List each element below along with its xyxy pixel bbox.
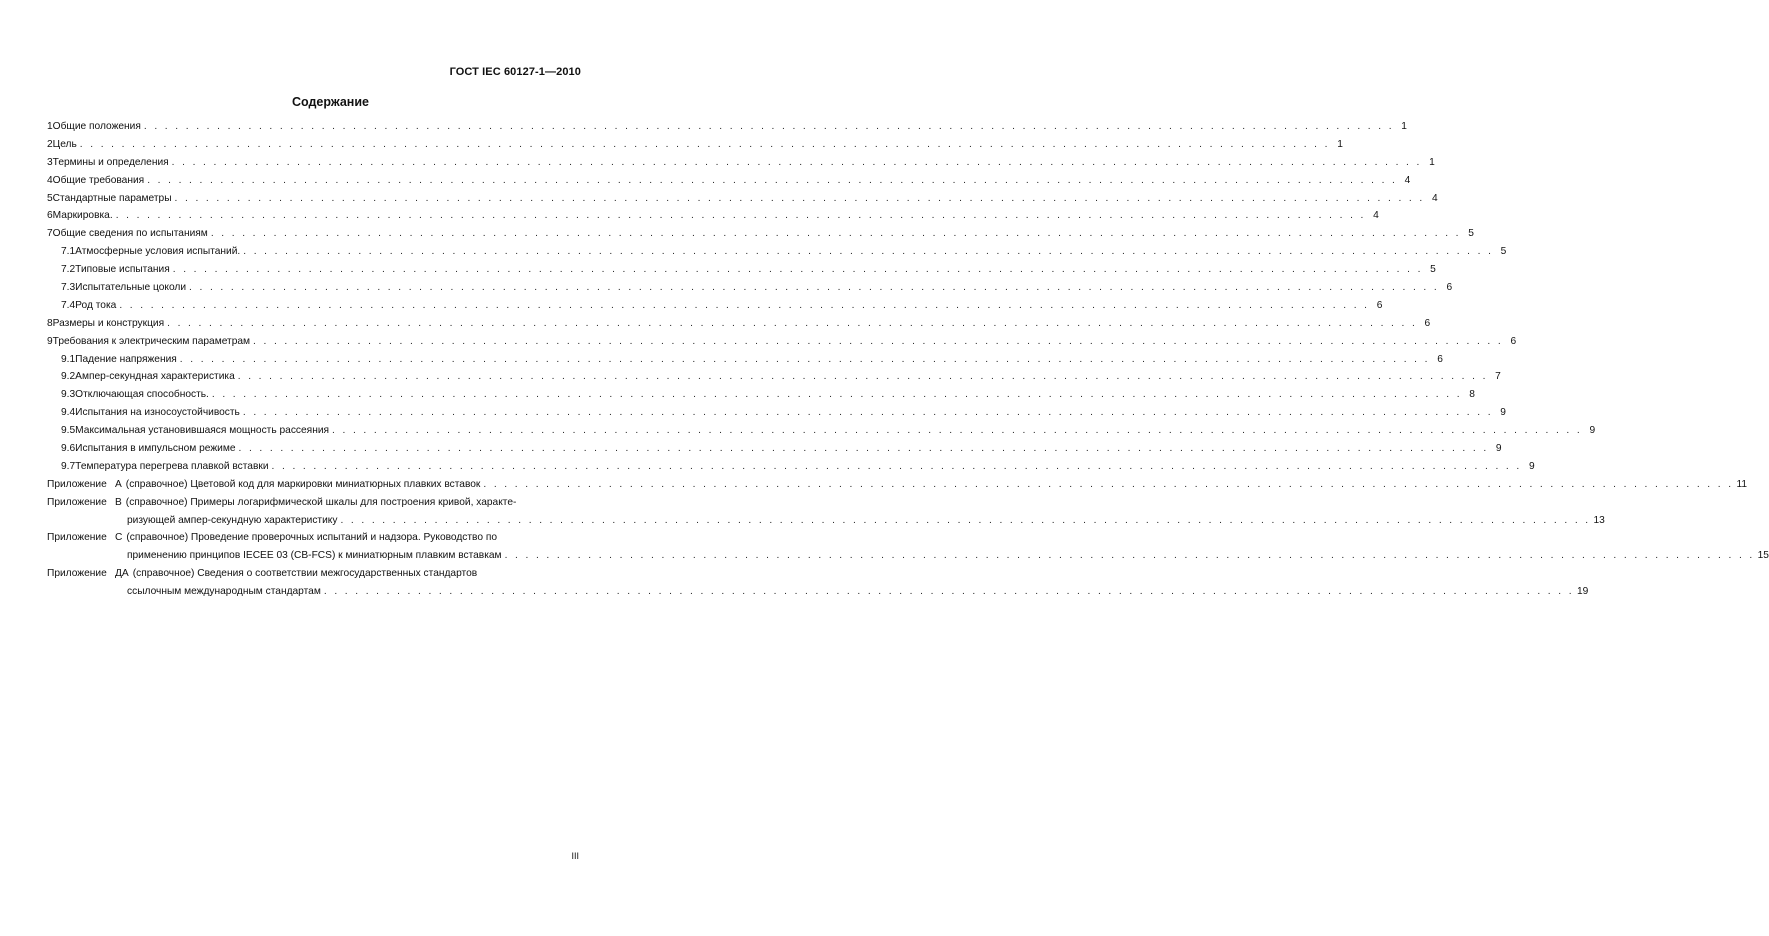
toc-entry[interactable] xyxy=(47,443,1502,461)
toc-entry-page: 1 xyxy=(1401,121,1407,132)
toc-leader-dots: . . . . . . . . . . . . . . . . . . . . . . . . . . . . . . . . . . . . . . . . . . . . . . . . . . . . . . . . . . . . . . . . . . . . . . . . . . . . . . . . . . . . . . . . . . . . . . . . . . . . . . . . . . . . . . . . . . . . . . . . xyxy=(211,389,1462,401)
appendix-letter: ДА xyxy=(115,568,129,580)
toc-entry[interactable] xyxy=(47,425,1596,443)
appendix-title-line2: ссылочным международным стандартам xyxy=(127,586,321,598)
toc-entry[interactable] xyxy=(47,228,1474,246)
toc-entry-page: 5 xyxy=(1430,264,1436,276)
table-of-contents xyxy=(47,121,1769,604)
toc-leader-dots: . . . . . . . . . . . . . . . . . . . . . . . . . . . . . . . . . . . . . . . . . . . . . . . . . . . . . . . . . . . . . . . . . . . . . . . . . . . . . . . . . . . . . . . . . . . . . . . . . . . . . . . . . . . . . . . . . . . . . . . . xyxy=(119,299,1370,311)
toc-entry-page: 15 xyxy=(1757,550,1769,562)
toc-leader-dots: . . . . . . . . . . . . . . . . . . . . . . . . . . . . . . . . . . . . . . . . . . . . . . . . . . . . . . . . . . . . . . . . . . . . . . . . . . . . . . . . . . . . . . . . . . . . . . . . . . . . . . . . . . . . . . . . . . . . . . . . xyxy=(271,460,1522,472)
toc-entry-number: 4 xyxy=(47,174,53,186)
appendix-letter: С xyxy=(115,532,123,544)
toc-appendix-entry[interactable] xyxy=(47,478,1748,497)
toc-leader-dots: . . . . . . . . . . . . . . . . . . . . . . . . . . . . . . . . . . . . . . . . . . . . . . . . . . . . . . . . . . . . . . . . . . . . . . . . . . . . . . . . . . . . . . . . . . . . . . . . . . . . . . . . . . . . . . . . . . . . . . . . xyxy=(243,246,1494,258)
toc-leader-dots: . . . . . . . . . . . . . . . . . . . . . . . . . . . . . . . . . . . . . . . . . . . . . . . . . . . . . . . . . . . . . . . . . . . . . . . . . . . . . . . . . . . . . . . . . . . . . . . . . . . . . . . . . . . . . . . . . . . . . . . . xyxy=(115,210,1366,222)
toc-leader-dots: . . . . . . . . . . . . . . . . . . . . . . . . . . . . . . . . . . . . . . . . . . . . . . . . . . . . . . . . . . . . . . . . . . . . . . . . . . . . . . . . . . . . . . . . . . . . . . . . . . . . . . . . . . . . . . . . . . . . . . . . xyxy=(172,264,1423,276)
toc-entry-page: 13 xyxy=(1593,514,1605,526)
toc-leader-dots: . . . . . . . . . . . . . . . . . . . . . . . . . . . . . . . . . . . . . . . . . . . . . . . . . . . . . . . . . . . . . . . . . . . . . . . . . . . . . . . . . . . . . . . . . . . . . . . . . . . . . . . . . . . . . . . . . . . . . . . . xyxy=(167,317,1418,329)
toc-appendix-entry[interactable] xyxy=(47,532,1769,568)
toc-entry-label: Маркировка. xyxy=(52,210,113,222)
toc-entry-number: 7.3 xyxy=(61,282,76,294)
toc-appendix-entry[interactable] xyxy=(47,496,1605,533)
toc-entry-label: Общие требования xyxy=(52,174,145,186)
toc-appendix-entry[interactable] xyxy=(47,568,1589,604)
toc-entry-label: Отключающая способность. xyxy=(75,389,209,401)
toc-entry-number: 7.2 xyxy=(61,264,76,276)
toc-entry-label: Максимальная установившаяся мощность рассеяния xyxy=(75,425,330,437)
appendix-title-line1: (справочное) Сведения о соответствии межгосударственных стандартов xyxy=(132,568,478,580)
toc-entry-number: 7.4 xyxy=(61,299,76,311)
toc-leader-dots: . . . . . . . . . . . . . . . . . . . . . . . . . . . . . . . . . . . . . . . . . . . . . . . . . . . . . . . . . . . . . . . . . . . . . . . . . . . . . . . . . . . . . . . . . . . . . . . . . . . . . . . . . . . . . . . . . . . . . . . . xyxy=(171,156,1422,168)
toc-entry-number: 5 xyxy=(47,192,53,204)
toc-entry-page: 5 xyxy=(1500,246,1507,258)
toc-leader-dots: . . . . . . . . . . . . . . . . . . . . . . . . . . . . . . . . . . . . . . . . . . . . . . . . . . . . . . . . . . . . . . . . . . . . . . . . . . . . . . . . . . . . . . . . . . . . . . . . . . . . . . . . . . . . . . . . . . . . . . . . xyxy=(237,371,1488,383)
toc-entry-page: 8 xyxy=(1469,389,1475,401)
toc-entry-number: 9.4 xyxy=(61,407,76,419)
toc-entry-page: 9 xyxy=(1500,407,1506,419)
toc-entry[interactable] xyxy=(47,174,1411,193)
appendix-title-line2: применению принципов IECEE 03 (CB-FCS) к миниатюрным плавким вставкам xyxy=(127,550,502,562)
toc-entry[interactable] xyxy=(47,138,1343,157)
toc-leader-dots: . . . . . . . . . . . . . . . . . . . . . . . . . . . . . . . . . . . . . . . . . . . . . . . . . . . . . . . . . . . . . . . . . . . . . . . . . . . . . . . . . . . . . . . . . . . . . . . . . . . . . . . . . . . . . . . . . . . . . . . . xyxy=(242,407,1493,419)
toc-entry[interactable] xyxy=(47,210,1379,228)
toc-entry-number: 9.6 xyxy=(61,443,76,455)
page-title: Содержание xyxy=(291,95,369,109)
toc-entry-number: 1 xyxy=(47,121,53,132)
toc-entry-label: Стандартные параметры xyxy=(52,192,172,204)
toc-entry[interactable] xyxy=(47,299,1383,318)
toc-entry-label: Типовые испытания xyxy=(75,264,170,276)
toc-entry[interactable] xyxy=(47,407,1506,425)
toc-entry-page: 1 xyxy=(1337,138,1343,150)
toc-entry-page: 4 xyxy=(1373,210,1379,222)
toc-entry-number: 9.3 xyxy=(61,389,76,401)
toc-entry-label: Испытательные цоколи xyxy=(75,282,187,294)
toc-leader-dots: . . . . . . . . . . . . . . . . . . . . . . . . . . . . . . . . . . . . . . . . . . . . . . . . . . . . . . . . . . . . . . . . . . . . . . . . . . . . . . . . . . . . . . . . . . . . . . . . . . . . . . . . . . . . . . . . . . . . . . . . xyxy=(332,425,1583,437)
toc-leader-dots: . . . . . . . . . . . . . . . . . . . . . . . . . . . . . . . . . . . . . . . . . . . . . . . . . . . . . . . . . . . . . . . . . . . . . . . . . . . . . . . . . . . . . . . . . . . . . . . . . . . . . . . . . . . . . . . . . . . . . . . . xyxy=(253,335,1504,347)
toc-entry-number: 9 xyxy=(47,335,53,347)
toc-entry-label: Род тока xyxy=(75,299,117,311)
toc-entry-label: Размеры и конструкция xyxy=(52,317,165,329)
page-number: III xyxy=(571,851,579,861)
appendix-title-line1: (справочное) Цветовой код для маркировки миниатюрных плавких вставок xyxy=(125,478,481,490)
toc-entry-page: 6 xyxy=(1446,282,1453,294)
toc-entry-page: 9 xyxy=(1528,460,1535,472)
toc-entry-label: Испытания на износоустойчивость xyxy=(75,407,240,419)
toc-entry-number: 7.1 xyxy=(61,246,76,258)
appendix-prefix: Приложение xyxy=(47,532,107,544)
toc-leader-dots: . . . . . . . . . . . . . . . . . . . . . . . . . . . . . . . . . . . . . . . . . . . . . . . . . . . . . . . . . . . . . . . . . . . . . . . . . . . . . . . . . . . . . . . . . . . . . . . . . . . . . . . . . . . . . . . . . . . . . . . . xyxy=(147,174,1398,186)
toc-leader-dots: . . . . . . . . . . . . . . . . . . . . . . . . . . . . . . . . . . . . . . . . . . . . . . . . . . . . . . . . . . . . . . . . . . . . . . . . . . . . . . . . . . . . . . . . . . . . . . . . . . . . . . . . . . . . . . . . . . . . . . . . xyxy=(174,192,1425,204)
appendix-title-line2: ризующей ампер-секундную характеристику xyxy=(127,514,338,526)
toc-entry-number: 6 xyxy=(47,210,53,222)
toc-entry[interactable] xyxy=(47,246,1507,264)
toc-entry-label: Ампер-секундная характеристика xyxy=(75,371,235,383)
toc-entry[interactable] xyxy=(47,353,1443,372)
toc-entry-label: Падение напряжения xyxy=(75,353,177,365)
toc-entry-label: Испытания в импульсном режиме xyxy=(75,443,236,455)
toc-entry-label: Цель xyxy=(52,138,77,150)
toc-entry-label: Общие положения xyxy=(52,121,141,132)
toc-entry-page: 4 xyxy=(1431,192,1438,204)
toc-entry[interactable] xyxy=(47,317,1431,336)
toc-entry-label: Температура перегрева плавкой вставки xyxy=(75,460,269,472)
toc-entry-page: 7 xyxy=(1495,371,1501,383)
toc-entry-number: 3 xyxy=(47,156,53,168)
toc-leader-dots: . . . . . . . . . . . . . . . . . . . . . . . . . . . . . . . . . . . . . . . . . . . . . . . . . . . . . . . . . . . . . . . . . . . . . . . . . . . . . . . . . . . . . . . . . . . . . . . . . . . . . . . . . . . . . . . . . . . . . . . . xyxy=(189,282,1440,294)
toc-entry[interactable] xyxy=(47,460,1535,479)
toc-entry[interactable] xyxy=(47,192,1438,211)
toc-entry-page: 6 xyxy=(1437,353,1443,365)
toc-entry-page: 6 xyxy=(1376,299,1383,311)
appendix-letter: В xyxy=(115,496,122,508)
appendix-title-line1: (справочное) Примеры логарифмической шкалы для построения кривой, характе- xyxy=(125,496,517,508)
toc-leader-dots: . . . . . . . . . . . . . . . . . . . . . . . . . . . . . . . . . . . . . . . . . . . . . . . . . . . . . . . . . . . . . . . . . . . . . . . . . . . . . . . . . . . . . . . . . . . . . . . . . . . . . . . . . . . . . . . . . . . . . . . . xyxy=(179,353,1430,365)
toc-leader-dots: . . . . . . . . . . . . . . . . . . . . . . . . . . . . . . . . . . . . . . . . . . . . . . . . . . . . . . . . . . . . . . . . . . . . . . . . . . . . . . . . . . . . . . . . . . . . . . . . . . . . . . . . . . . . . . . . . . . . . . . . xyxy=(210,228,1461,240)
toc-entry-label: Требования к электрическим параметрам xyxy=(52,335,251,347)
toc-entry[interactable] xyxy=(47,264,1436,282)
toc-entry-page: 5 xyxy=(1468,228,1474,240)
toc-entry-page: 9 xyxy=(1589,425,1596,437)
appendix-prefix: Приложение xyxy=(47,478,107,490)
toc-entry-label: Общие сведения по испытаниям xyxy=(52,228,208,240)
toc-leader-dots: . . . . . . . . . . . . . . . . . . . . . . . . . . . . . . . . . . . . . . . . . . . . . . . . . . . . . . . . . . . . . . . . . . . . . . . . . . . . . . . . . . . . . . . . . . . . . . . . . . . . . . . . . . . . . . . . . . . . . . . . xyxy=(323,586,1574,598)
toc-entry-page: 9 xyxy=(1495,443,1502,455)
toc-leader-dots: . . . . . . . . . . . . . . . . . . . . . . . . . . . . . . . . . . . . . . . . . . . . . . . . . . . . . . . . . . . . . . . . . . . . . . . . . . . . . . . . . . . . . . . . . . . . . . . . . . . . . . . . . . . . . . . . . . . . . . . . xyxy=(79,138,1330,150)
toc-leader-dots: . . . . . . . . . . . . . . . . . . . . . . . . . . . . . . . . . . . . . . . . . . . . . . . . . . . . . . . . . . . . . . . . . . . . . . . . . . . . . . . . . . . . . . . . . . . . . . . . . . . . . . . . . . . . . . . . . . . . . . . . xyxy=(238,443,1489,455)
appendix-title-line1: (справочное) Проведение проверочных испытаний и надзора. Руководство по xyxy=(126,532,498,544)
appendix-letter: А xyxy=(115,478,122,490)
toc-entry-label: Атмосферные условия испытаний. xyxy=(75,246,241,258)
toc-entry-page: 6 xyxy=(1510,335,1517,347)
toc-entry-number: 9.2 xyxy=(61,371,76,383)
document-code: ГОСТ IEC 60127-1—2010 xyxy=(449,66,581,78)
toc-entry-number: 2 xyxy=(47,138,53,150)
toc-entry-number: 9.1 xyxy=(61,353,76,365)
toc-entry-number: 9.5 xyxy=(61,425,76,437)
toc-leader-dots: . . . . . . . . . . . . . . . . . . . . . . . . . . . . . . . . . . . . . . . . . . . . . . . . . . . . . . . . . . . . . . . . . . . . . . . . . . . . . . . . . . . . . . . . . . . . . . . . . . . . . . . . . . . . . . . . . . . . . . . . xyxy=(143,121,1394,132)
appendix-prefix: Приложение xyxy=(47,496,107,508)
toc-entry[interactable] xyxy=(47,389,1475,407)
toc-entry-page: 4 xyxy=(1404,174,1411,186)
toc-entry[interactable] xyxy=(47,371,1501,389)
toc-entry-number: 7 xyxy=(47,228,53,240)
toc-entry[interactable] xyxy=(47,335,1517,354)
toc-entry-page: 6 xyxy=(1424,317,1431,329)
toc-entry-page: 11 xyxy=(1736,478,1748,490)
toc-entry[interactable] xyxy=(47,121,1407,139)
toc-leader-dots: . . . . . . . . . . . . . . . . . . . . . . . . . . . . . . . . . . . . . . . . . . . . . . . . . . . . . . . . . . . . . . . . . . . . . . . . . . . . . . . . . . . . . . . . . . . . . . . . . . . . . . . . . . . . . . . . . . . . . . . . xyxy=(504,550,1755,562)
toc-entry-page: 1 xyxy=(1429,156,1435,168)
toc-leader-dots: . . . . . . . . . . . . . . . . . . . . . . . . . . . . . . . . . . . . . . . . . . . . . . . . . . . . . . . . . . . . . . . . . . . . . . . . . . . . . . . . . . . . . . . . . . . . . . . . . . . . . . . . . . . . . . . . . . . . . . . . xyxy=(483,478,1734,490)
toc-entry[interactable] xyxy=(47,282,1453,300)
toc-leader-dots: . . . . . . . . . . . . . . . . . . . . . . . . . . . . . . . . . . . . . . . . . . . . . . . . . . . . . . . . . . . . . . . . . . . . . . . . . . . . . . . . . . . . . . . . . . . . . . . . . . . . . . . . . . . . . . . . . . . . . . . . xyxy=(340,514,1591,526)
toc-entry-label: Термины и определения xyxy=(52,156,169,168)
toc-entry-number: 8 xyxy=(47,317,53,329)
toc-entry-page: 19 xyxy=(1576,586,1589,598)
appendix-prefix: Приложение xyxy=(47,568,107,580)
toc-entry[interactable] xyxy=(47,156,1435,175)
toc-entry-number: 9.7 xyxy=(61,460,76,472)
